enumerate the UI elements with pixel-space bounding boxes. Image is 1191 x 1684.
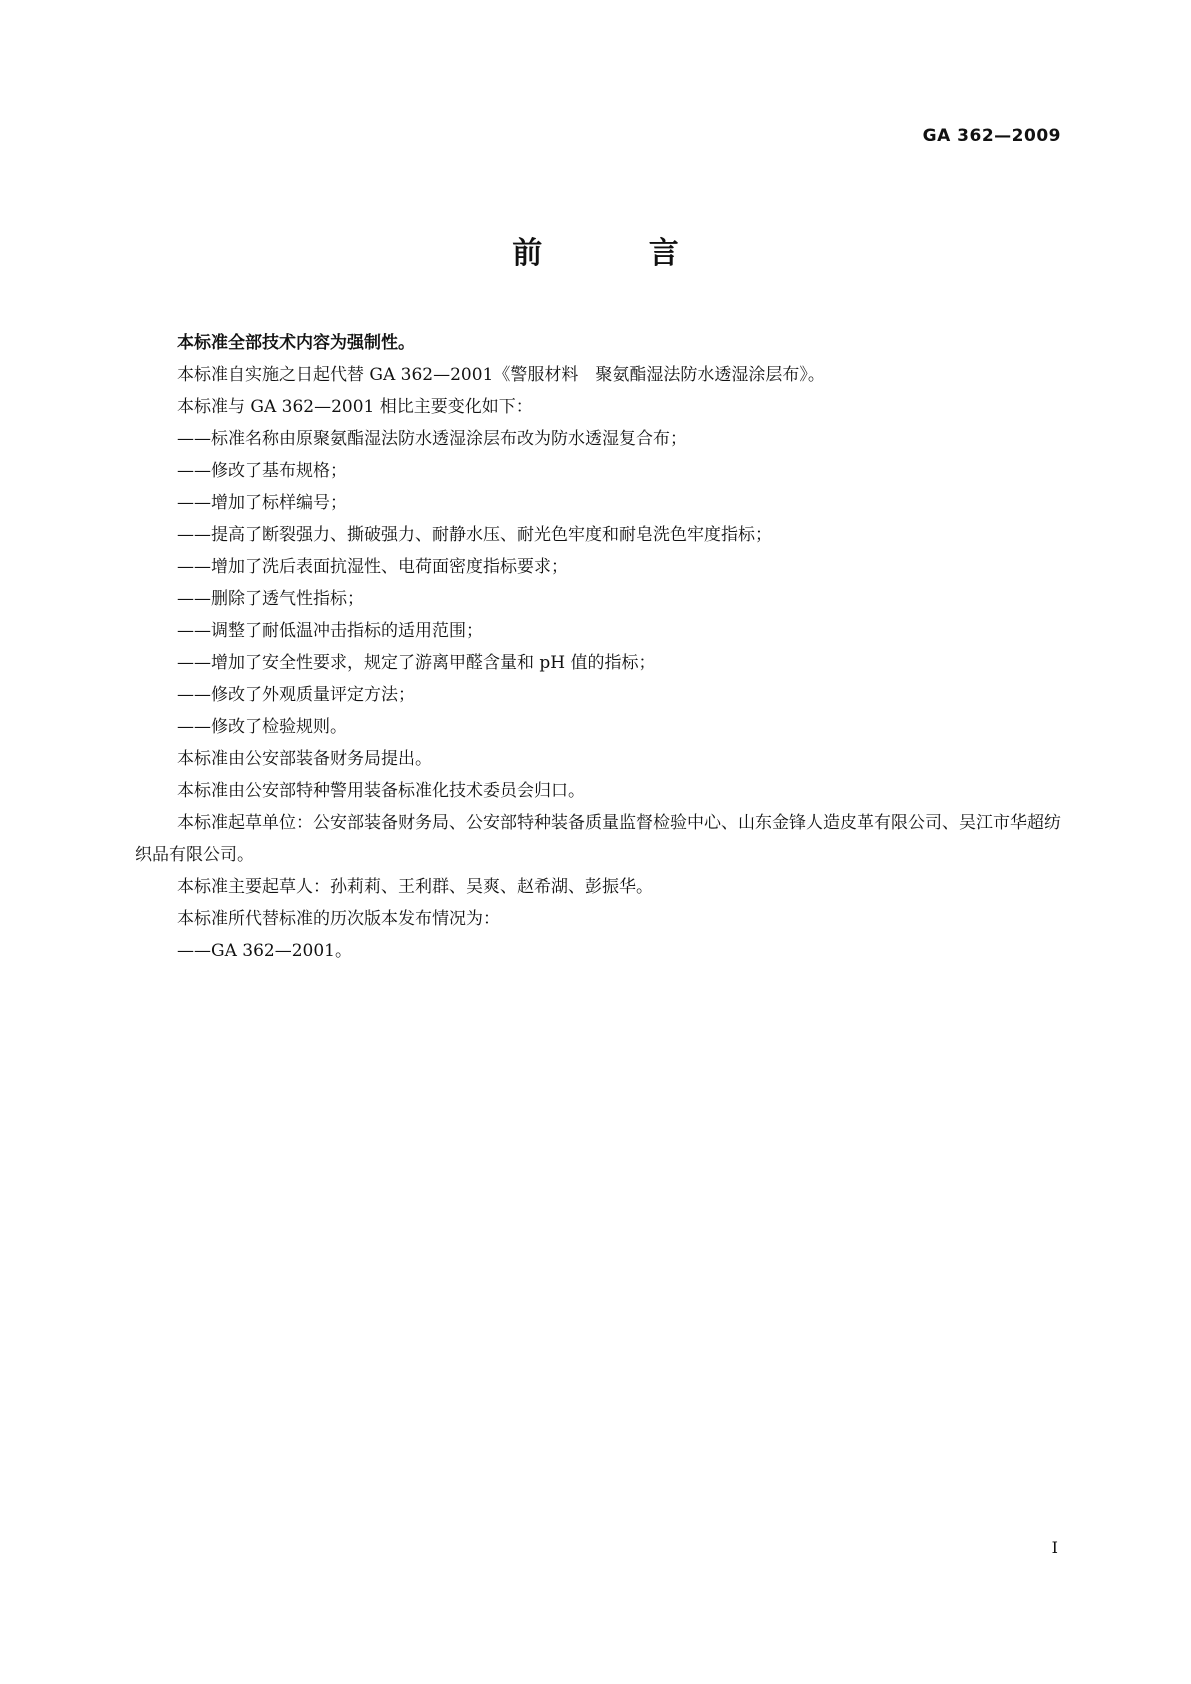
change-item: ——增加了安全性要求，规定了游离甲醛含量和 pH 值的指标； — [177, 653, 656, 673]
paragraph-drafters: 本标准主要起草人：孙莉莉、王利群、吴爽、赵希湖、彭振华。 — [177, 877, 653, 897]
history-item: ——GA 362—2001。 — [177, 941, 352, 961]
change-item: ——调整了耐低温冲击指标的适用范围； — [177, 621, 483, 641]
standard-code: GA 362—2009 — [922, 126, 1061, 146]
change-item: ——提高了断裂强力、撕破强力、耐静水压、耐光色牢度和耐皂洗色牢度指标； — [177, 525, 772, 545]
change-item: ——增加了洗后表面抗湿性、电荷面密度指标要求； — [177, 557, 568, 577]
foreword-body — [135, 327, 1061, 967]
paragraph-proposed-by: 本标准由公安部装备财务局提出。 — [177, 749, 432, 769]
paragraph-replaces: 本标准自实施之日起代替 GA 362—2001《警服材料 聚氨酯湿法防水透湿涂层布》。 — [177, 365, 825, 385]
paragraph-history-intro: 本标准所代替标准的历次版本发布情况为： — [177, 909, 500, 929]
paragraph-changes-intro: 本标准与 GA 362—2001 相比主要变化如下： — [177, 397, 533, 417]
change-item: ——删除了透气性指标； — [177, 589, 364, 609]
page-title: 前 言 — [512, 236, 727, 271]
change-item: ——修改了检验规则。 — [177, 717, 347, 737]
change-item: ——增加了标样编号； — [177, 493, 347, 513]
paragraph-mandatory: 本标准全部技术内容为强制性。 — [177, 333, 415, 353]
page-number: I — [1051, 1538, 1058, 1557]
change-item: ——标准名称由原聚氨酯湿法防水透湿涂层布改为防水透湿复合布； — [177, 429, 687, 449]
paragraph-centralized-by: 本标准由公安部特种警用装备标准化技术委员会归口。 — [177, 781, 585, 801]
change-item: ——修改了外观质量评定方法； — [177, 685, 415, 705]
change-item: ——修改了基布规格； — [177, 461, 347, 481]
paragraph-drafting-units: 本标准起草单位：公安部装备财务局、公安部特种装备质量监督检验中心、山东金锋人造皮革有限公司、吴江市华超纺织品有限公司。 — [135, 813, 1061, 865]
